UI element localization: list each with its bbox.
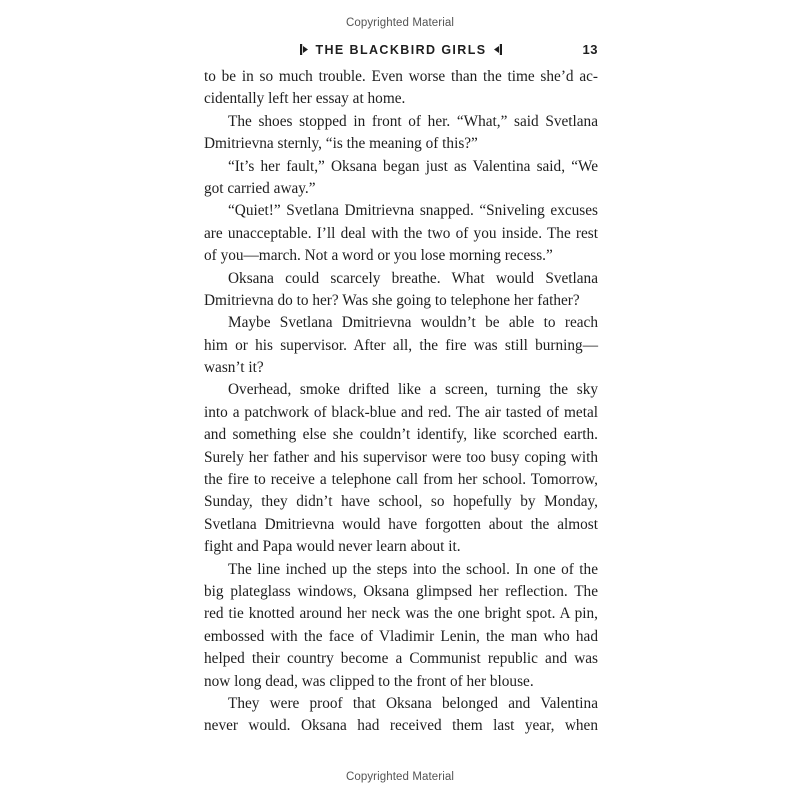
text-line: Overhead, smoke drifted like a screen, turning the sky — [228, 381, 598, 399]
text-line: the fire to receive a telephone call from her school. Tomorrow, — [204, 471, 598, 489]
text-line: Oksana could scarcely breathe. What would Svetlana — [228, 269, 598, 287]
text-line: “It’s her fault,” Oksana began just as Valentina said, “We — [228, 157, 598, 175]
text-line: never would. Oksana had received them last year, when — [204, 717, 598, 735]
text-line: The shoes stopped in front of her. “What,” said Svetlana — [228, 112, 598, 130]
paragraph — [204, 268, 598, 313]
paragraph — [204, 66, 598, 111]
paragraph — [204, 559, 598, 693]
text-line: cidentally left her essay at home. — [204, 90, 406, 108]
text-line: now long dead, was clipped to the front of her blouse. — [204, 672, 534, 690]
text-line: They were proof that Oksana belonged and Valentina — [228, 694, 598, 712]
text-line: are unacceptable. I’ll deal with the two of you inside. The rest — [204, 224, 598, 242]
paragraph — [204, 312, 598, 379]
text-line: to be in so much trouble. Even worse than the time she’d ac- — [204, 68, 598, 85]
text-line: The line inched up the steps into the school. In one of the — [228, 560, 598, 578]
paragraph — [204, 200, 598, 267]
paragraph — [204, 379, 598, 558]
text-line: of you—march. Not a word or you lose morning recess.” — [204, 247, 553, 265]
ornament-right-icon — [493, 44, 503, 55]
text-line: embossed with the face of Vladimir Lenin, the man who had — [204, 627, 598, 645]
paragraph — [204, 693, 598, 738]
copyright-watermark-bottom: Copyrighted Material — [345, 771, 455, 783]
text-line: got carried away.” — [204, 179, 316, 197]
copyright-watermark-top: Copyrighted Material — [345, 17, 455, 29]
text-line: red tie knotted around her neck was the one bright spot. A pin, — [204, 605, 598, 623]
text-line: “Quiet!” Svetlana Dmitrievna snapped. “Sniveling excuses — [228, 202, 598, 220]
paragraph — [204, 111, 598, 156]
text-line: helped their country become a Communist republic and was — [204, 650, 598, 668]
page-number: 13 — [582, 42, 598, 57]
running-head-title-group — [204, 41, 598, 59]
text-line: Svetlana Dmitrievna would have forgotten about the almost — [204, 515, 598, 533]
text-line: and something else she couldn’t identify, like scorched earth. — [204, 426, 598, 444]
book-title: THE BLACKBIRD GIRLS — [315, 43, 487, 57]
body-text — [204, 66, 598, 738]
ornament-left-icon — [299, 44, 309, 55]
text-line: Sunday, they didn’t have school, so hopefully by Monday, — [204, 493, 598, 511]
paragraph — [204, 156, 598, 201]
text-line: Surely her father and his supervisor were too busy coping with — [204, 448, 598, 466]
text-line: fight and Papa would never learn about it. — [204, 538, 461, 556]
running-head — [204, 41, 598, 59]
text-line: him or his supervisor. After all, the fire was still burning— — [204, 336, 598, 354]
text-line: Dmitrievna sternly, “is the meaning of this?” — [204, 135, 478, 153]
text-line: Maybe Svetlana Dmitrievna wouldn’t be able to reach — [228, 314, 598, 332]
text-line: wasn’t it? — [204, 359, 264, 377]
text-line: big plateglass windows, Oksana glimpsed her reflection. The — [204, 582, 598, 600]
text-line: Dmitrievna do to her? Was she going to telephone her father? — [204, 291, 580, 309]
text-line: into a patchwork of black-blue and red. The air tasted of metal — [204, 403, 598, 421]
